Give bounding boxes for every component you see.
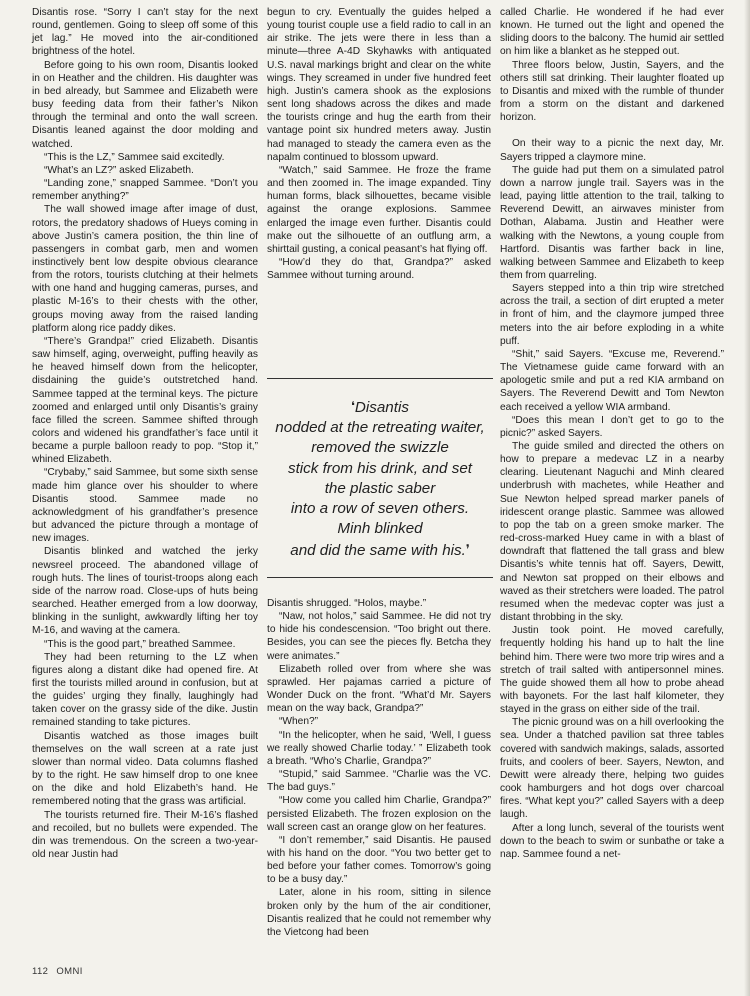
pull-quote-line-3: removed the swizzle <box>311 439 449 457</box>
paragraph: The wall showed image after image of dust, rotors, the predatory shadows of Hueys coming in above Justin’s camera position, the thin line of passengers in combat garb, men and women instinctively bent low despite obvious clearance from the rotors, tourists clutching at their helmets with one hand and hugging cameras, purses, and plastic M-16’s to their chests with the other, groups moving away from the raised landing platform along rice paddy dikes. <box>32 204 258 334</box>
paragraph: The guide had put them on a simulated patrol down a narrow jungle trail. Sayers was in the lead, paying little attention to the trail, talking to Reverend Dewitt, an airwaves minister from Dothan, Alabama. Justin and Heather were walking with the Newtons, a young couple from Hartford. Disantis was farther back in line, walking between Sammee and Elizabeth to keep them from quarreling. <box>500 164 724 281</box>
paragraph: “How come you called him Charlie, Grandpa?” persisted Elizabeth. The frozen explosion on the wall screen cast an orange glow on her features. <box>267 795 491 833</box>
paragraph: Disantis blinked and watched the jerky newsreel proceed. The abandoned village of rough huts. The lines of tourist-troops along each side of the narrow road. Close-ups of huts being searched. Heather emerged from a low doorway, blinking in the sunlight, awkwardly lifting her toy M-16, and waving at the camera. <box>32 546 258 637</box>
paragraph: “Watch,” said Sammee. He froze the frame and then zoomed in. The image expanded. Tiny human forms, black silhouettes, became visible against the orange explosions. Sammee enlarged the image even further. Disantis could make out the silhouette of an outflung arm, a shirttail gusting, a conical peasant’s hat flying off. <box>267 164 491 255</box>
page-footer <box>32 966 83 977</box>
pull-quote-line-4: stick from his drink, and set <box>287 459 472 477</box>
paragraph: “Crybaby,” said Sammee, but some sixth sense made him glance over his shoulder to where Disantis stood. Sammee made no acknowledgment of his grandfather’s presence but advanced the picture through a montage of new images. <box>32 467 258 545</box>
paragraph: Later, alone in his room, sitting in silence broken only by the hum of the air conditioner, Disantis realized that he could not remember why the Vietcong had been <box>267 887 491 938</box>
paragraph: “Shit,” said Sayers. “Excuse me, Reverend.” The Vietnamese guide came forward with an apologetic smile and put a red KIA armband on Sayers. The Reverend Dewitt and Tom Newton each received a yellow WIA armband. <box>500 348 724 413</box>
paragraph: Sayers stepped into a thin trip wire stretched across the trail, a section of dirt erupted a meter in front of him, and the claymore jumped three meters into the air before exploding in a white puff. <box>500 283 724 347</box>
paragraph: called Charlie. He wondered if he had ever known. He turned out the light and opened the sliding doors to the balcony. The humid air settled on him like a blanket as he stepped out. <box>500 7 724 58</box>
pull-quote-line-6: into a row of seven others. <box>290 500 470 518</box>
paragraph: The guide smiled and directed the others on how to prepare a medevac LZ in a nearby clearing. Lieutenant Naguchi and Minh cleared underbrush with machetes, while Heather and Sue Newton helped spread marker panels of iridescent orange plastic. Sammee was allowed to pop the tab on a green smoke marker. The red-cross-marked Huey came in with a blast of downdraft that flattened the tall grass and blew Disantis’s white tennis hat off. Sayers, Dewitt, and Newton sat propped on their elbows and waved as their stretchers were loaded. The patrol resumed when the medevac copter was just a distant throbbing in the sky. <box>500 441 724 624</box>
paragraph: Three floors below, Justin, Sayers, and the others still sat drinking. Their laughter floated up to Disantis and mixed with the rumble of thunder from a storm on the distant and darkened horizon. <box>500 59 724 124</box>
pull-quote-line-8: and did the same with his.❜ <box>290 542 470 560</box>
paragraph: Disantis watched as those images built themselves on the wall screen at a rate just slower than normal video. Data columns flashed by to the right. He saw himself drop to one knee on the dike and hold Elizabeth’s hand. He remembered noting that the grass was artificial. <box>32 730 258 808</box>
paragraph: “This is the good part,” breathed Sammee. <box>44 638 236 650</box>
pull-quote-line-1: ❛Disantis <box>351 399 409 416</box>
section-break-paragraph: On their way to a picnic the next day, Mr. Sayers tripped a claymore mine. <box>500 138 724 163</box>
paragraph: “Landing zone,” snapped Sammee. “Don’t you remember anything?” <box>32 178 258 203</box>
paragraph: “When?” <box>279 716 319 728</box>
paragraph: “This is the LZ,” Sammee said excitedly. <box>44 151 225 163</box>
paragraph: The picnic ground was on a hill overlooking the sea. Under a thatched pavilion sat three tables covered with sandwich makings, salads, assorted fruits, and coolers of beer. Sayers, Newton, and Dewitt were already there, helping two guides cook hamburgers and hot dogs over charcoal fires. “What kept you?” called Sayers with a deep laugh. <box>500 717 724 821</box>
paragraph: begun to cry. Eventually the guides helped a young tourist couple use a field radio to call in an air strike. The jets were there in less than a minute—three A-4D Skyhawks with antiquated U.S. naval markings bright and clear on the white wings. They screamed in under five hundred feet high. Justin’s camera shook as the explosions sent long shadows across the dikes and made the tourists cringe and hug the earth from their vantage point six hundred meters away. Justin had managed to steady the camera even as the napalm continued to blossom upward. <box>267 7 491 163</box>
paragraph: They had been returning to the LZ when figures along a distant dike had opened fire. At first the tourists milled around in confusion, but at the guides’ urging they finally, laughingly had taken cover on the grassy side of the dike. Justin remained standing to take pictures. <box>32 651 258 729</box>
pull-quote-line-2: nodded at the retreating waiter, <box>275 419 485 437</box>
pull-quote <box>267 378 493 578</box>
open-quote-icon: ❛ <box>351 399 355 413</box>
paragraph: Justin took point. He moved carefully, frequently holding his hand up to halt the line behind him. There were two more trip wires and a stretch of trail salted with antipersonnel mines. The guide showed them all how to probe ahead with bayonets. For the last half kilometer, they stayed in the grass on either side of the trail. <box>500 625 724 716</box>
paragraph: Before going to his own room, Disantis looked in on Heather and the children. His daughter was in bed already, but Sammee and Elizabeth were busy feeding data from their father’s Nikon through the terminal and onto the wall screen. Disantis leaned against the door molding and watched. <box>32 59 258 150</box>
page-number: 112 <box>32 966 49 977</box>
paragraph: After a long lunch, several of the tourists went down to the beach to swim or sunbathe or take a nap. Sammee found a net- <box>500 822 724 860</box>
paragraph: “In the helicopter, when he said, ‘Well, I guess we really showed Charlie today.’ ” Elizabeth took a breath. “Who’s Charlie, Grandpa?” <box>267 729 491 767</box>
article-column-2-continued <box>267 597 491 939</box>
article-column-3 <box>500 6 724 861</box>
paragraph: “There’s Grandpa!” cried Elizabeth. Disantis saw himself, aging, overweight, puffing heavily as he heaved himself down from the helicopter, disdaining the guide’s outstretched hand. Sammee tapped at the terminal keys. The picture zoomed and enlarged until only Disantis’s grainy face filled the screen. Sammee shifted through colors and widened his grandfather’s face until it became a purple balloon ready to pop. “Stop it,” whined Elizabeth. <box>32 335 258 466</box>
magazine-name: OMNI <box>56 966 83 977</box>
pull-quote-line-7: Minh blinked <box>337 520 423 538</box>
paragraph: “I don’t remember,” said Disantis. He paused with his hand on the door. “You two better get to bed before your father comes. Tomorrow’s going to be a busy day.” <box>267 834 491 886</box>
paragraph: “What’s an LZ?” asked Elizabeth. <box>44 164 194 176</box>
paragraph: Disantis shrugged. “Holos, maybe.” <box>267 598 427 609</box>
paragraph: “How’d they do that, Grandpa?” asked Sammee without turning around. <box>267 256 491 282</box>
paragraph: “Naw, not holos,” said Sammee. He did not try to hide his condescension. “Too bright out there. Besides, you can see the pieces fly. Betcha they were animates.” <box>267 611 491 662</box>
page-edge-shadow <box>744 0 750 996</box>
paragraph: “Does this mean I don’t get to go to the picnic?” asked Sayers. <box>500 414 724 439</box>
paragraph: Disantis rose. “Sorry I can’t stay for the next round, gentlemen. Going to sleep off some of this jet lag.” He moved into the air-conditioned brightness of the hotel. <box>32 7 258 58</box>
close-quote-icon: ❜ <box>465 542 470 557</box>
article-column-1 <box>32 6 258 861</box>
article-column-2 <box>267 6 491 282</box>
paragraph: Elizabeth rolled over from where she was sprawled. Her pajamas carried a picture of Wonder Duck on the front. “What’d Mr. Sayers mean on the way back, Grandpa?” <box>267 663 491 715</box>
paragraph: “Stupid,” said Sammee. “Charlie was the VC. The bad guys.” <box>267 769 491 794</box>
pull-quote-line-5: the plastic saber <box>324 479 436 497</box>
paragraph: The tourists returned fire. Their M-16’s flashed and recoiled, but no bullets were expended. The din was tremendous. On the screen a two-year-old near Justin had <box>32 809 258 860</box>
